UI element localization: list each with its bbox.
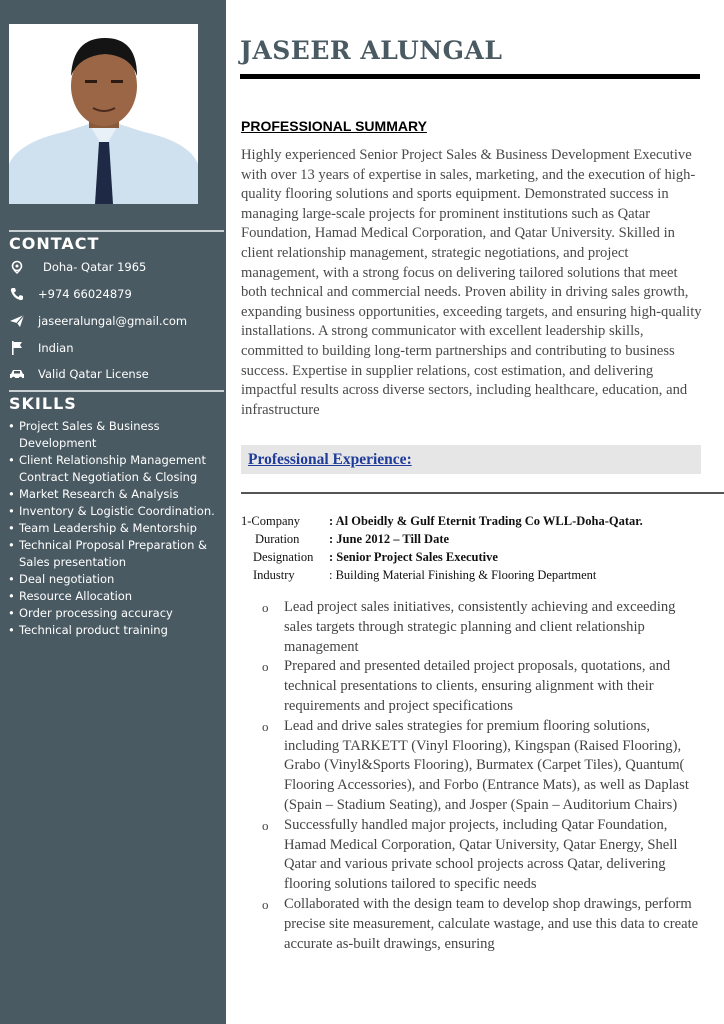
job-company-row: [241, 512, 643, 530]
sidebar: [0, 0, 226, 1024]
responsibilities-list: [262, 598, 702, 954]
responsibility-item: o Lead project sales initiatives, consistently achieving and exceeding sales targets through strategic planning and client relationship management: [262, 598, 702, 657]
contact-phone-text: +974 66024879: [38, 287, 132, 301]
contact-heading: CONTACT: [9, 234, 100, 253]
skill-item: • Client Relationship Management Contract Negotiation & Closing: [8, 452, 222, 486]
skills-list: [8, 418, 222, 639]
job-industry-row: [241, 566, 643, 584]
name-underline: [240, 74, 700, 79]
responsibility-item: o Successfully handled major projects, including Qatar Foundation, Hamad Medical Corporation, Qatar University, Qatar Energy, Shell Qatar and various private school projects across Qatar, delivering flooring solutions tailored to specific needs: [262, 816, 702, 895]
contact-phone[interactable]: [8, 285, 132, 303]
phone-icon: [8, 286, 26, 302]
contact-divider: [9, 230, 224, 232]
skills-heading: SKILLS: [9, 394, 77, 413]
contact-nationality-text: Indian: [38, 341, 74, 355]
responsibility-item: o Prepared and presented detailed project proposals, quotations, and technical presentations to clients, ensuring alignment with their requirements and project specifications: [262, 657, 702, 716]
flag-icon: [8, 340, 26, 356]
contact-license: [8, 365, 149, 383]
skill-item: • Resource Allocation: [8, 588, 222, 605]
location-pin-icon: [8, 259, 26, 275]
experience-heading: Professional Experience:: [248, 451, 412, 468]
experience-heading-band: [241, 445, 701, 474]
industry-label: Industry: [253, 568, 295, 582]
car-icon: [8, 366, 26, 382]
job-designation: : Senior Project Sales Executive: [329, 550, 498, 564]
responsibility-item: o Collaborated with the design team to develop shop drawings, perform precise site measurement, calculate wastage, and use this data to create accurate as-built drawings, ensuring: [262, 895, 702, 954]
job-company: : Al Obeidly & Gulf Eternit Trading Co WLL-Doha-Qatar.: [329, 514, 643, 528]
job-duration: : June 2012 – Till Date: [329, 532, 450, 546]
skill-item: • Inventory & Logistic Coordination.: [8, 503, 222, 520]
contact-email-text: jaseeralungal@gmail.com: [38, 314, 188, 328]
candidate-name: JASEER ALUNGAL: [240, 36, 503, 65]
contact-license-text: Valid Qatar License: [38, 367, 149, 381]
paper-plane-icon: [8, 313, 26, 329]
job-number: 1-: [241, 514, 252, 528]
responsibility-item: o Lead and drive sales strategies for premium flooring solutions, including TARKETT (Vinyl Flooring), Kingspan (Raised Flooring), Grabo (Vinyl&Sports Flooring), Burmatex (Carpet Tiles), Quantum( Flooring Accessories), and Forbo (Entrance Mats), as well as Daplast (Spain – Stadium Seating), and Josper (Spain – Auditorium Chairs): [262, 717, 702, 816]
skill-item: • Order processing accuracy: [8, 605, 222, 622]
job-designation-row: [241, 548, 643, 566]
summary-text: Highly experienced Senior Project Sales & Business Development Executive with over 13 years of expertise in sales, marketing, and the execution of high-quality flooring solutions and sports equipment. Demonstrated success in managing large-scale projects for prominent institutions such as Qatar Foundation, Hamad Medical Corporation, and Qatar University. Skilled in client relationship management, strategic negotiations, and project management, with a strong focus on delivering tailored solutions that meet both technical and commercial needs. Proven ability in driving sales growth, expanding business opportunities, exceeding targets, and ensuring high-quality installations. A strong communicator with excellent leadership skills, committed to building long-term partnerships and contributing to business success. Expertise in supplier relations, cost estimation, and delivering impactful results across diverse sectors, including healthcare, education, and infrastructure: [241, 147, 702, 418]
skill-item: • Market Research & Analysis: [8, 486, 222, 503]
skills-divider: [9, 390, 224, 392]
skill-item: • Technical Proposal Preparation & Sales presentation: [8, 537, 222, 571]
profile-photo: [9, 24, 198, 204]
job-company-label: [241, 512, 329, 530]
skill-item: • Technical product training: [8, 622, 222, 639]
job-industry: : Building Material Finishing & Flooring Department: [329, 568, 597, 582]
company-label: Company: [251, 514, 301, 528]
job-duration-row: [241, 530, 643, 548]
contact-nationality: [8, 339, 74, 357]
job-details: [241, 512, 643, 584]
skill-item: • Team Leadership & Mentorship: [8, 520, 222, 537]
designation-label: Designation: [253, 550, 314, 564]
duration-label: Duration: [255, 532, 300, 546]
contact-email[interactable]: [8, 312, 187, 330]
contact-location: [8, 258, 146, 276]
contact-location-text: Doha- Qatar 1965: [43, 260, 147, 274]
skill-item: • Deal negotiation: [8, 571, 222, 588]
summary-heading: PROFESSIONAL SUMMARY: [241, 118, 427, 134]
experience-divider: [241, 492, 724, 494]
skill-item: • Project Sales & Business Development: [8, 418, 222, 452]
person-portrait-icon: [9, 24, 198, 204]
